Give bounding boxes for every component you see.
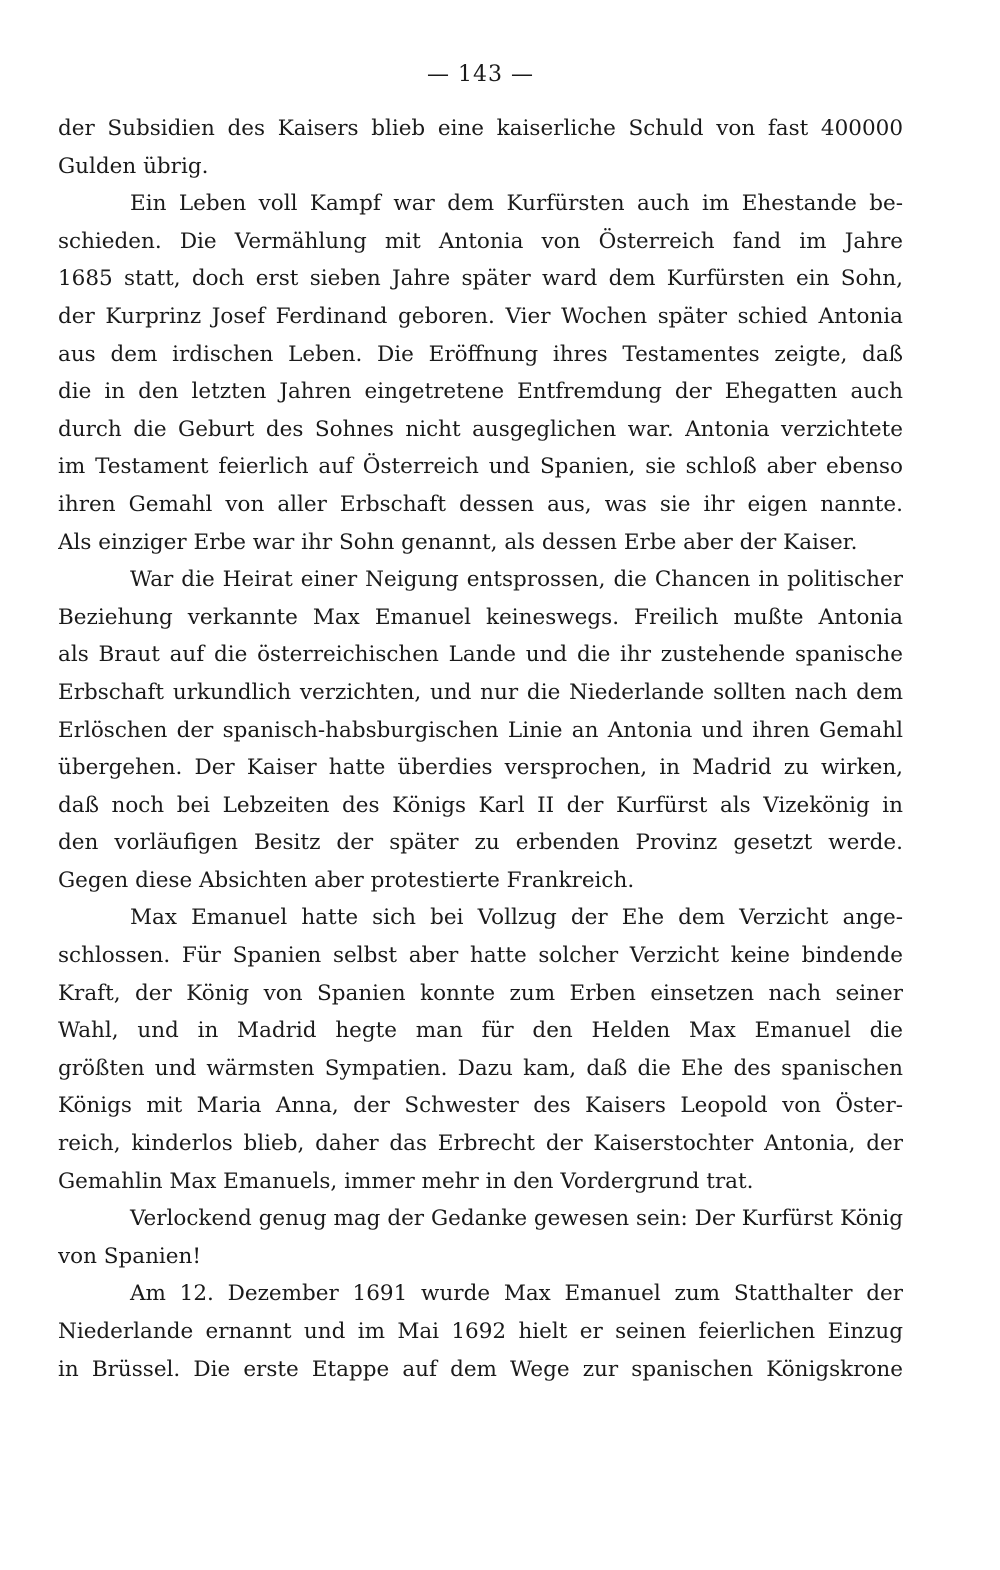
- text-line: Am 12. Dezember 1691 wurde Max Emanuel zum Statthalter der: [130, 1281, 903, 1307]
- text-line: Königs mit Maria Anna, der Schwester des Kaisers Leopold von Öster-: [58, 1093, 903, 1119]
- text-line: als Braut auf die österreichischen Lande und die ihr zustehende spanische: [58, 642, 903, 668]
- text-line: von Spanien!: [58, 1243, 202, 1269]
- paragraph: [58, 561, 903, 899]
- text-line: größten und wärmsten Sympatien. Dazu kam, daß die Ehe des spanischen: [58, 1055, 903, 1081]
- text-line: Ein Leben voll Kampf war dem Kurfürsten auch im Ehestande be-: [130, 191, 903, 217]
- text-line: War die Heirat einer Neigung entsprossen, die Chancen in politischer: [130, 567, 903, 593]
- text-line: Beziehung verkannte Max Emanuel keineswegs. Freilich mußte Antonia: [58, 604, 903, 630]
- text-line: daß noch bei Lebzeiten des Königs Karl II der Kurfürst als Vizekönig in: [58, 792, 903, 818]
- text-line: übergehen. Der Kaiser hatte überdies versprochen, in Madrid zu wirken,: [58, 755, 903, 781]
- text-line: aus dem irdischen Leben. Die Eröffnung ihres Testamentes zeigte, daß: [58, 341, 903, 367]
- text-line: Als einziger Erbe war ihr Sohn genannt, als dessen Erbe aber der Kaiser.: [58, 529, 858, 555]
- paragraph: [58, 1200, 903, 1275]
- book-page: [58, 60, 903, 1388]
- text-line: Verlockend genug mag der Gedanke gewesen sein: Der Kurfürst König: [130, 1206, 903, 1232]
- text-line: Niederlande ernannt und im Mai 1692 hielt er seinen feierlichen Einzug: [58, 1319, 903, 1344]
- paragraph: [58, 899, 903, 1200]
- text-line: Gemahlin Max Emanuels, immer mehr in den Vordergrund trat.: [58, 1168, 754, 1194]
- paragraph: [58, 185, 903, 561]
- paragraph: [58, 110, 903, 185]
- text-line: schieden. Die Vermählung mit Antonia von Österreich fand im Jahre: [58, 228, 903, 254]
- text-line: Gegen diese Absichten aber protestierte Frankreich.: [58, 867, 635, 893]
- text-line: schlossen. Für Spanien selbst aber hatte solcher Verzicht keine bindende: [58, 943, 903, 969]
- text-line: Gulden übrig.: [58, 153, 209, 179]
- text-line: den vorläufigen Besitz der später zu erbenden Provinz gesetzt werde.: [58, 830, 903, 856]
- paragraph: [58, 1275, 903, 1388]
- body-text: [58, 110, 903, 1388]
- page-number: — 143 —: [427, 62, 534, 87]
- text-line: Erbschaft urkundlich verzichten, und nur die Niederlande sollten nach dem: [58, 679, 903, 705]
- text-line: Wahl, und in Madrid hegte man für den Helden Max Emanuel die: [58, 1018, 903, 1044]
- text-line: der Kurprinz Josef Ferdinand geboren. Vier Wochen später schied Antonia: [58, 303, 903, 329]
- text-line: 1685 statt, doch erst sieben Jahre später ward dem Kurfürsten ein Sohn,: [58, 266, 903, 292]
- text-line: ihren Gemahl von aller Erbschaft dessen aus, was sie ihr eigen nannte.: [58, 491, 903, 517]
- text-line: die in den letzten Jahren eingetretene Entfremdung der Ehegatten auch: [58, 379, 903, 405]
- text-line: in Brüssel. Die erste Etappe auf dem Wege zur spanischen Königskrone: [58, 1356, 903, 1382]
- text-line: im Testament feierlich auf Österreich und Spanien, sie schloß aber ebenso: [58, 454, 903, 480]
- text-line: der Subsidien des Kaisers blieb eine kaiserliche Schuld von fast 400000: [58, 116, 903, 141]
- text-line: durch die Geburt des Sohnes nicht ausgeglichen war. Antonia verzichtete: [58, 416, 903, 442]
- text-line: Erlöschen der spanisch-habsburgischen Linie an Antonia und ihren Gemahl: [58, 717, 903, 743]
- text-line: reich, kinderlos blieb, daher das Erbrecht der Kaiserstochter Antonia, der: [58, 1131, 903, 1157]
- text-line: Kraft, der König von Spanien konnte zum Erben einsetzen nach seiner: [58, 980, 903, 1006]
- text-line: Max Emanuel hatte sich bei Vollzug der Ehe dem Verzicht ange-: [130, 905, 903, 931]
